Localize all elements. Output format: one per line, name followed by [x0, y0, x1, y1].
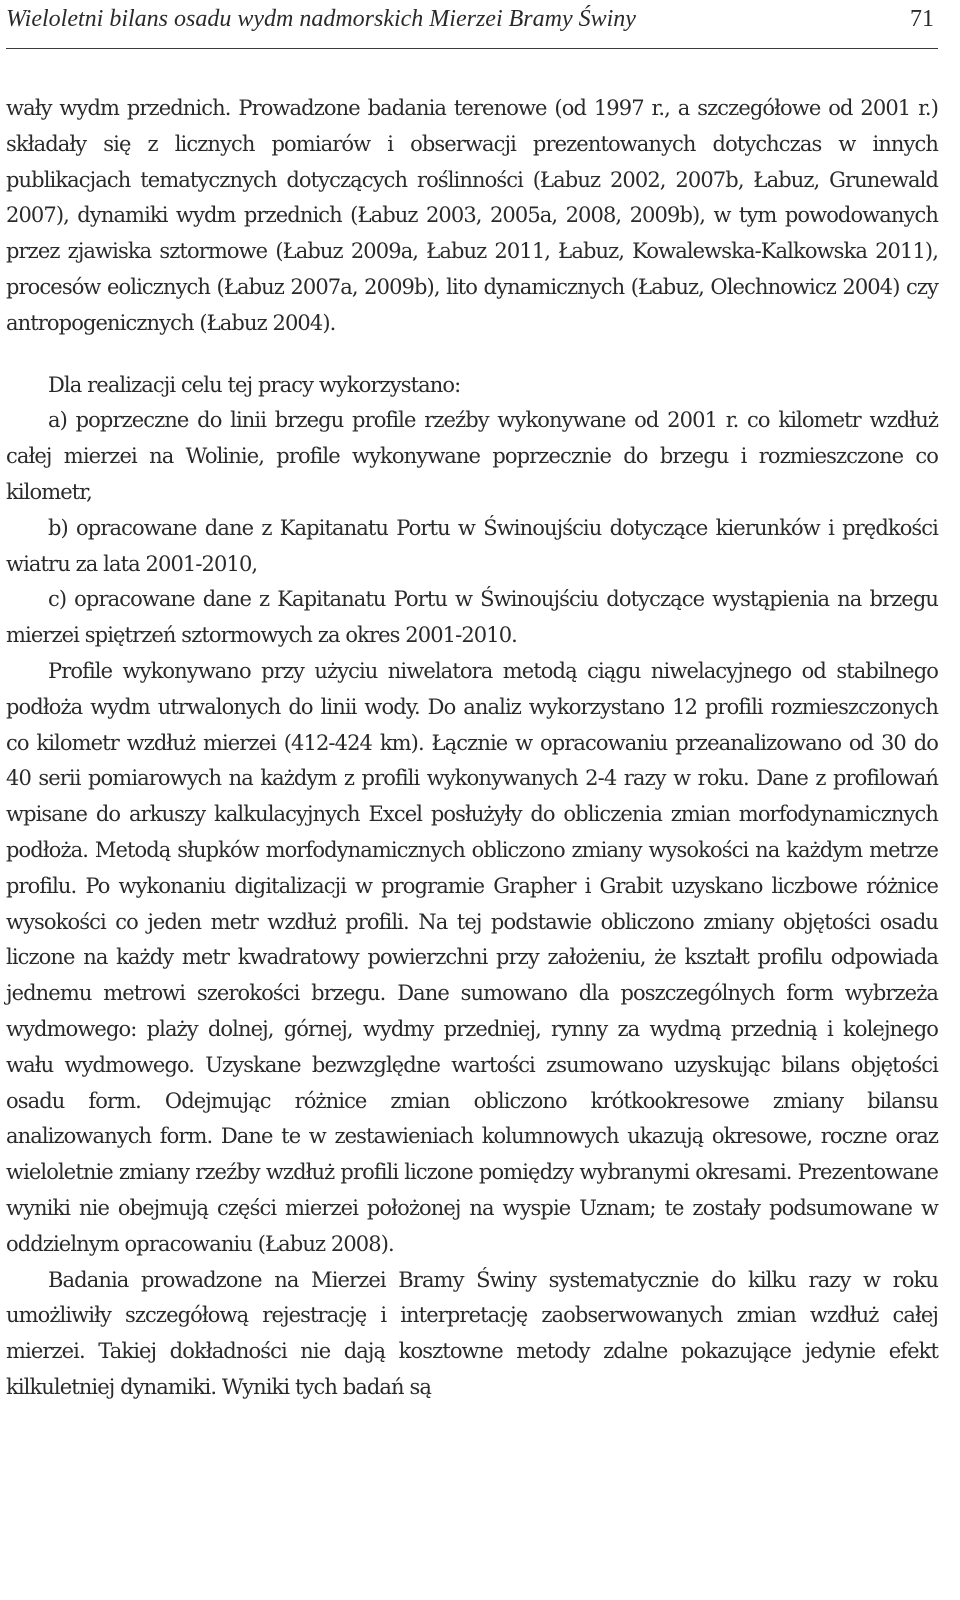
- page-header: [6, 0, 938, 49]
- paragraph-intro: wały wydm przednich. Prowadzone badania terenowe (od 1997 r., a szczegółowe od 2001 r.) składały się z licznych pomiarów i obserwacji prezentowanych dotychczas w innych publikacjach tematycznych dotyczących roślinności (Łabuz 2002, 2007b, Łabuz, Grunewald 2007), dynamiki wydm przednich (Łabuz 2003, 2005a, 2008, 2009b), w tym powodowanych przez zjawiska sztormowe (Łabuz 2009a, Łabuz 2011, Łabuz, Kowalewska-Kalkowska 2011), procesów eolicznych (Łabuz 2007a, 2009b), lito dynamicznych (Łabuz, Olechnowicz 2004) czy antropogenicznych (Łabuz 2004).: [6, 96, 938, 335]
- list-item-b: b) opracowane dane z Kapitanatu Portu w Świnoujściu dotyczące kierunków i prędkości wiatru za lata 2001-2010,: [6, 515, 938, 576]
- paragraph-research: Badania prowadzone na Mierzei Bramy Świny systematycznie do kilku razy w roku umożliwiły szczegółową rejestrację i interpretację zaobserwowanych zmian wzdłuż całej mierzei. Takiej dokładności nie dają kosztowne metody zdalne pokazujące jedynie efekt kilkuletniej dynamiki. Wyniki tych badań są: [6, 1267, 938, 1399]
- paragraph-profiles: Profile wykonywano przy użyciu niwelatora metodą ciągu niwelacyjnego od stabilnego podłoża wydm utrwalonych do linii wody. Do analiz wykorzystano 12 profili rozmieszczonych co kilometr wzdłuż mierzei (412-424 km). Łącznie w opracowaniu przeanalizowano od 30 do 40 serii pomiarowych na każdym z profili wykonywanych 2-4 razy w roku. Dane z profilowań wpisane do arkuszy kalkulacyjnych Excel posłużyły do obliczenia zmian morfodynamicznych podłoża. Metodą słupków morfodynamicznych obliczono zmiany wysokości na każdym metrze profilu. Po wykonaniu digitalizacji w programie Grapher i Grabit uzyskano liczbowe różnice wysokości co jeden metr wzdłuż profili. Na tej podstawie obliczono zmiany objętości osadu liczone na każdy metr kwadratowy powierzchni przy założeniu, że kształt profilu odpowiada jednemu metrowi szerokości brzegu. Dane sumowano dla poszczególnych form wybrzeża wydmowego: plaży dolnej, górnej, wydmy przedniej, rynny za wydmą przednią i kolejnego wału wydmowego. Uzyskane bezwzględne wartości zsumowano uzyskując bilans objętości osadu form. Odejmując różnice zmian obliczono krótkookresowe zmiany bilansu analizowanych form. Dane te w zestawieniach kolumnowych ukazują okresowe, roczne oraz wieloletnie zmiany rzeźby wzdłuż profili liczone pomiędzy wybranymi okresami. Prezentowane wyniki nie obejmują części mierzei położonej na wyspie Uznam; te zostały podsumowane w oddzielnym opracowaniu (Łabuz 2008).: [6, 658, 938, 1256]
- body-text: [6, 91, 938, 1406]
- paragraph-methods-lead: Dla realizacji celu tej pracy wykorzystano:: [48, 372, 461, 397]
- list-item-c: c) opracowane dane z Kapitanatu Portu w Świnoujściu dotyczące wystąpienia na brzegu mierzei spiętrzeń sztormowych za okres 2001-2010.: [6, 587, 938, 648]
- page-number: 71: [910, 6, 934, 32]
- list-item-a: a) poprzeczne do linii brzegu profile rzeźby wykonywane od 2001 r. co kilometr wzdłuż całej mierzei na Wolinie, profile wykonywane poprzecznie do brzegu i rozmieszczone co kilometr,: [6, 408, 938, 504]
- running-title: Wieloletni bilans osadu wydm nadmorskich Mierzei Bramy Świny: [6, 6, 636, 32]
